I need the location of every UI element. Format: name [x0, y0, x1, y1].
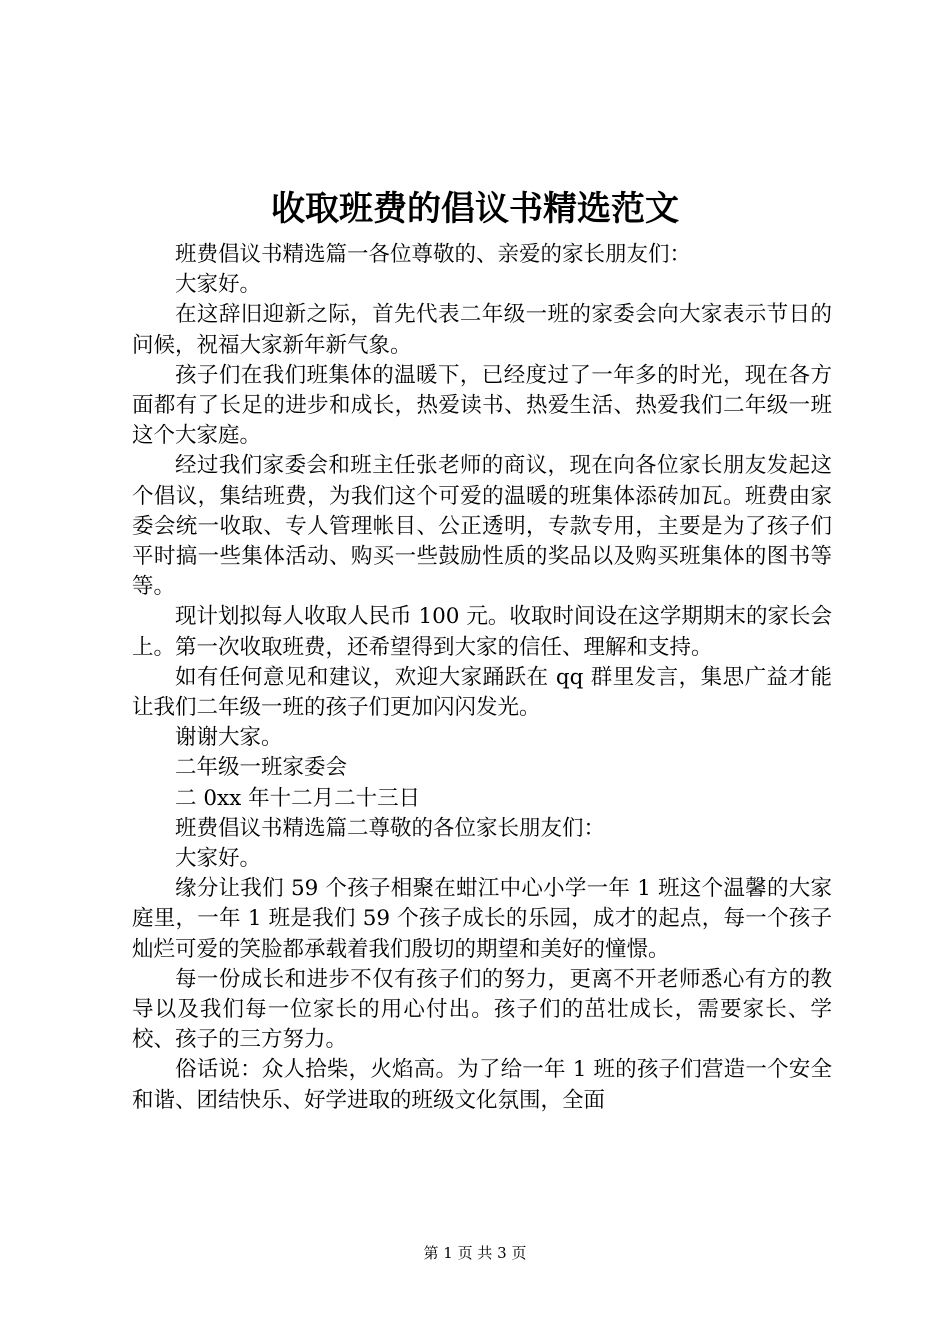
- document-title: 收取班费的倡议书精选范文: [271, 189, 679, 229]
- paragraph: 俗话说：众人拾柴，火焰高。为了给一年 1 班的孩子们营造一个安全和谐、团结快乐、好学进取的班级文化氛围，全面: [132, 1057, 832, 1113]
- paragraph: 如有任何意见和建议，欢迎大家踊跃在 qq 群里发言，集思广益才能让我们二年级一班的孩子们更加闪闪发光。: [132, 664, 832, 721]
- paragraph: 孩子们在我们班集体的温暖下，已经度过了一年多的时光，现在各方面都有了长足的进步和成长，热爱读书、热爱生活、热爱我们二年级一班这个大家庭。: [132, 362, 832, 449]
- paragraph: 缘分让我们 59 个孩子相聚在蚶江中心小学一年 1 班这个温馨的大家庭里，一年 1 班是我们 59 个孩子成长的乐园，成才的起点，每一个孩子灿烂可爱的笑脸都承载着我们殷切的期望和美好的憧憬。: [132, 876, 832, 962]
- document-body: [132, 240, 832, 1116]
- paragraph: 班费倡议书精选篇二尊敬的各位家长朋友们：: [175, 815, 606, 841]
- paragraph: 二 0xx 年十二月二十三日: [175, 785, 421, 811]
- paragraph: 在这辞旧迎新之际，首先代表二年级一班的家委会向大家表示节日的问候，祝福大家新年新气象。: [132, 302, 832, 358]
- paragraph: 二年级一班家委会: [175, 755, 348, 781]
- paragraph: 谢谢大家。: [175, 725, 283, 751]
- paragraph: 现计划拟每人收取人民币 100 元。收取时间设在这学期期末的家长会上。第一次收取班费，还希望得到大家的信任、理解和支持。: [132, 604, 832, 660]
- paragraph: 大家好。: [175, 272, 262, 298]
- page-number-footer: 第 1 页 共 3 页: [423, 1244, 527, 1262]
- paragraph: 大家好。: [175, 846, 262, 872]
- paragraph: 班费倡议书精选篇一各位尊敬的、亲爱的家长朋友们：: [175, 242, 692, 267]
- paragraph: 每一份成长和进步不仅有孩子们的努力，更离不开老师悉心有方的教导以及我们每一位家长的用心付出。孩子们的茁壮成长，需要家长、学校、孩子的三方努力。: [132, 966, 832, 1053]
- paragraph: 经过我们家委会和班主任张老师的商议，现在向各位家长朋友发起这个倡议，集结班费，为我们这个可爱的温暖的班集体添砖加瓦。班费由家委会统一收取、专人管理帐目、公正透明，专款专用，主要是为了孩子们平时搞一些集体活动、购买一些鼓励性质的奖品以及购买班集体的图书等等。: [132, 453, 832, 600]
